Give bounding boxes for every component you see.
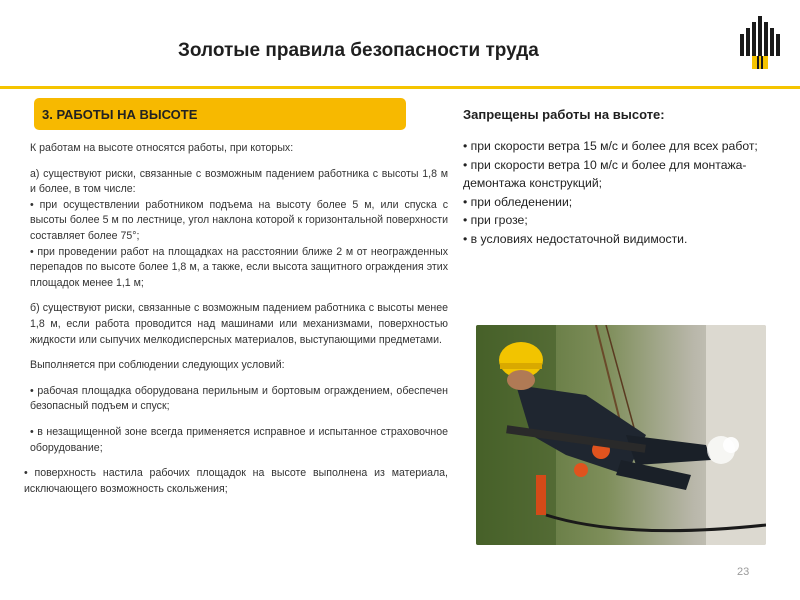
prohibited-item: • при скорости ветра 10 м/с и более для монтажа-демонтажа конструкций; bbox=[463, 157, 747, 190]
condition-2: • в незащищенной зоне всегда применяется исправное и испытанное страховочное оборудование; bbox=[30, 425, 448, 454]
prohibited-item: • при обледенении; bbox=[463, 194, 573, 209]
page-number: 23 bbox=[737, 566, 750, 578]
prohibited-item: • при скорости ветра 15 м/с и более для всех работ; bbox=[463, 139, 758, 153]
conditions-intro: Выполняется при соблюдении следующих условий: bbox=[30, 359, 285, 372]
prohibited-heading: Запрещены работы на высоте: bbox=[463, 107, 665, 122]
worker-at-height-photo bbox=[476, 325, 766, 545]
prohibited-item: • в условиях недостаточной видимости. bbox=[463, 231, 688, 246]
left-text-column bbox=[24, 141, 448, 507]
prohibited-item: • при грозе; bbox=[463, 213, 528, 227]
bullet-a1: • при осуществлении работником подъема на высоту более 5 м, или спуска с высоты более 5 м по лестнице, угол наклона которой к горизонтальной поверхности составляет более 75°; bbox=[30, 198, 448, 242]
para-a: а) существуют риски, связанные с возможным падением работника с высоты 1,8 м и более, в том числе: bbox=[30, 167, 448, 196]
section-label: 3. РАБОТЫ НА ВЫСОТЕ bbox=[42, 107, 198, 122]
para-b: б) существуют риски, связанные с возможным падением работника с высоты менее 1,8 м, если работа проводится над машинами или механизмами, поверхностью жидкости или сыпучих мелкодисперсных материалов, выступающими предметами. bbox=[30, 302, 448, 346]
bullet-a2: • при проведении работ на площадках на расстоянии ближе 2 м от неогражденных перепадов по высоте более 1,8 м, а также, если высота защитного ограждения этих площадок менее 1,1 м; bbox=[30, 245, 448, 289]
header-divider bbox=[0, 86, 800, 89]
prohibited-list bbox=[463, 137, 763, 248]
intro-text: К работам на высоте относятся работы, при которых: bbox=[30, 142, 294, 154]
section-badge bbox=[34, 98, 406, 130]
slide-title: Золотые правила безопасности труда bbox=[178, 40, 539, 61]
condition-1: • рабочая площадка оборудована перильным и бортовым ограждением, обеспечен безопасный подъем и спуск; bbox=[30, 384, 448, 413]
condition-3: • поверхность настила рабочих площадок на высоте выполнена из материала, исключающего возможность скольжения; bbox=[24, 467, 448, 495]
rosneft-logo-icon bbox=[738, 12, 782, 70]
